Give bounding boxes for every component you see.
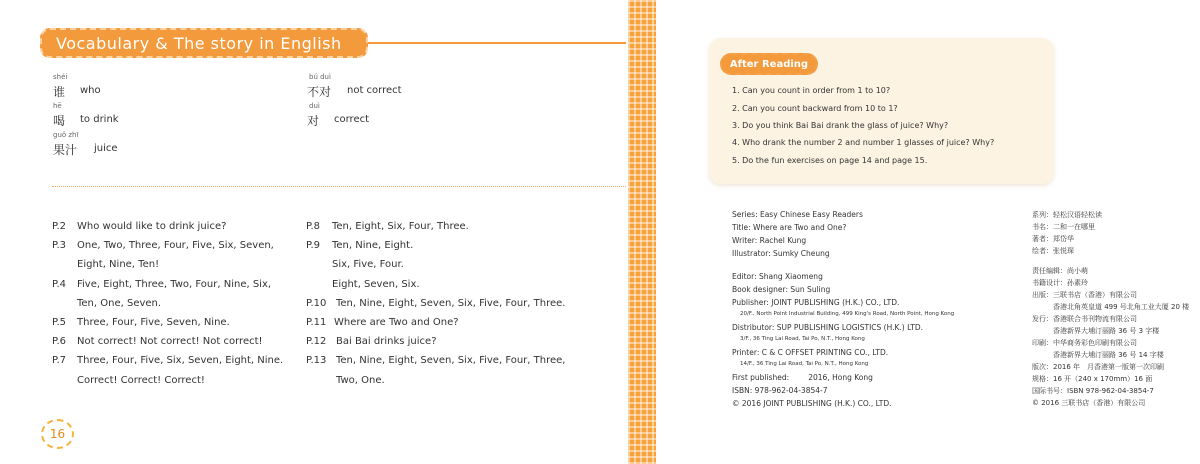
credit-line: Illustrator: Sumky Cheung: [732, 249, 830, 258]
credit-line: Series: Easy Chinese Easy Readers: [732, 210, 863, 219]
credit-zh-line: 书名：二和一在哪里: [1032, 223, 1095, 231]
credit-zh-line: 著者：郑岱华: [1032, 235, 1074, 243]
vocab-pinyin: guǒ zhī: [53, 131, 79, 139]
page-number: 16: [41, 419, 74, 449]
credit-zh-line: 责任编辑：尚小萌: [1032, 267, 1088, 275]
story-page-ref: P.6: [52, 336, 67, 347]
story-page-ref: P.10: [306, 298, 327, 309]
story-line: [52, 355, 283, 366]
vocab-english: to drink: [80, 114, 119, 125]
story-line: [52, 240, 274, 251]
credit-line: Editor: Shang Xiaomeng: [732, 272, 823, 281]
story-text: Ten, Nine, Eight.: [332, 240, 414, 251]
right-page: [656, 0, 1200, 464]
credit-address: 3/F., 36 Ting Lai Road, Tai Po, N.T., Hong Kong: [740, 336, 865, 342]
vocab-hanzi: 果汁: [53, 143, 78, 157]
credit-zh-line: 国际书号：ISBN 978-962-04-3854-7: [1032, 387, 1154, 395]
story-text: Who would like to drink juice?: [77, 221, 227, 232]
question: 5. Do the fun exercises on page 14 and page 15.: [732, 156, 928, 165]
vocab-hanzi: 谁: [53, 85, 66, 99]
question: 4. Who drank the number 2 and number 1 glasses of juice? Why?: [732, 138, 995, 147]
vocab-hanzi: 喝: [53, 114, 66, 128]
title-rule: [368, 42, 626, 44]
after-reading-label: After Reading: [720, 53, 818, 75]
story-line: [306, 298, 565, 309]
story-line: [306, 279, 420, 290]
story-line: [52, 375, 205, 386]
credit-zh-line: © 2016 三联书店（香港）有限公司: [1032, 399, 1146, 407]
story-text: Not correct! Not correct! Not correct!: [77, 336, 263, 347]
story-text: Six, Five, Four.: [332, 259, 404, 270]
divider-dotted: [52, 186, 626, 187]
story-text: Five, Eight, Three, Two, Four, Nine, Six,: [77, 279, 272, 290]
credit-address: 20/F., North Point Industrial Building, 499 King's Road, North Point, Hong Kong: [740, 311, 955, 317]
credit-line: Distributor: SUP PUBLISHING LOGISTICS (H.K.) LTD.: [732, 323, 923, 332]
credit-zh-line: 香港新界大埔汀丽路 36 号 3 字楼: [1032, 327, 1160, 335]
story-page-ref: P.4: [52, 279, 67, 290]
story-text: Two, One.: [336, 375, 385, 386]
story-page-ref: P.8: [306, 221, 321, 232]
story-line: [52, 279, 271, 290]
story-text: Where are Two and One?: [334, 317, 459, 328]
question: 1. Can you count in order from 1 to 10?: [732, 86, 891, 95]
credit-zh-line: 香港新界大埔汀丽路 36 号 14 字楼: [1032, 351, 1164, 359]
story-text: Ten, Eight, Six, Four, Three.: [332, 221, 469, 232]
story-line: [52, 298, 161, 309]
story-text: Three, Four, Five, Seven, Nine.: [77, 317, 230, 328]
question: 3. Do you think Bai Bai drank the glass of juice? Why?: [732, 121, 949, 130]
story-text: Bai Bai drinks juice?: [336, 336, 437, 347]
vocab-english: juice: [94, 143, 118, 154]
story-page-ref: P.9: [306, 240, 321, 251]
credit-zh-line: 版次：2016 年 月香港第一版第一次印刷: [1032, 363, 1165, 371]
credit-line: Writer: Rachel Kung: [732, 236, 807, 245]
credit-line: Publisher: JOINT PUBLISHING (H.K.) CO., LTD.: [732, 298, 900, 307]
credit-zh-line: 香港北角英皇道 499 号北角工业大厦 20 楼: [1032, 303, 1190, 311]
credit-line: First published: 2016, Hong Kong: [732, 373, 873, 382]
book-spine-pattern: [628, 0, 656, 464]
section-title-banner: [40, 28, 368, 58]
story-text: One, Two, Three, Four, Five, Six, Seven,: [77, 240, 274, 251]
credit-line: Book designer: Sun Suling: [732, 285, 831, 294]
story-line: [306, 259, 404, 270]
story-line: [52, 221, 226, 232]
question: 2. Can you count backward from 10 to 1?: [732, 104, 898, 113]
story-line: [306, 355, 565, 366]
story-text: Correct! Correct! Correct!: [77, 375, 205, 386]
story-text: Ten, Nine, Eight, Seven, Six, Five, Four, Three.: [336, 298, 566, 309]
vocab-pinyin: bú duì: [309, 73, 331, 81]
credit-zh-line: 发行：香港联合书刊物流有限公司: [1032, 315, 1137, 323]
story-page-ref: P.7: [52, 355, 67, 366]
credit-zh-line: 出版：三联书店（香港）有限公司: [1032, 291, 1137, 299]
credit-line: ISBN: 978-962-04-3854-7: [732, 386, 828, 395]
story-page-ref: P.11: [306, 317, 327, 328]
story-line: [306, 317, 459, 328]
story-text: Eight, Seven, Six.: [332, 279, 420, 290]
story-text: Eight, Nine, Ten!: [77, 259, 160, 270]
vocab-pinyin: hē: [53, 102, 62, 110]
story-page-ref: P.13: [306, 355, 327, 366]
story-line: [52, 259, 159, 270]
vocab-hanzi: 对: [307, 114, 320, 128]
story-line: [306, 336, 437, 347]
credit-zh-line: 绘者：张悦琛: [1032, 247, 1074, 255]
credit-address: 14/F., 36 Ting Lai Road, Tai Po, N.T., Hong Kong: [740, 361, 869, 367]
credit-line: © 2016 JOINT PUBLISHING (H.K.) CO., LTD.: [732, 399, 892, 408]
story-line: [52, 336, 263, 347]
story-text: Ten, One, Seven.: [77, 298, 162, 309]
story-line: [52, 317, 230, 328]
story-text: Ten, Nine, Eight, Seven, Six, Five, Four, Three,: [336, 355, 566, 366]
credit-zh-line: 书籍设计：孙素玲: [1032, 279, 1088, 287]
credit-line: Printer: C & C OFFSET PRINTING CO., LTD.: [732, 348, 889, 357]
vocab-english: who: [80, 85, 101, 96]
story-page-ref: P.5: [52, 317, 67, 328]
credit-zh-line: 规格：16 开（240 x 170mm）16 面: [1032, 375, 1153, 383]
vocab-pinyin: duì: [309, 102, 320, 110]
section-title: Vocabulary & The story in English: [56, 33, 342, 53]
vocab-english: correct: [334, 114, 370, 125]
credit-line: Title: Where are Two and One?: [732, 223, 847, 232]
story-line: [306, 375, 385, 386]
credit-zh-line: 系列：轻松汉语轻松读: [1032, 211, 1102, 219]
vocab-hanzi: 不对: [307, 85, 332, 99]
story-line: [306, 240, 413, 251]
story-page-ref: P.2: [52, 221, 67, 232]
story-text: Three, Four, Five, Six, Seven, Eight, Nine.: [77, 355, 284, 366]
story-page-ref: P.12: [306, 336, 327, 347]
story-page-ref: P.3: [52, 240, 67, 251]
story-line: [306, 221, 469, 232]
vocab-pinyin: shéi: [53, 73, 68, 81]
credit-zh-line: 印刷：中华商务彩色印刷有限公司: [1032, 339, 1137, 347]
vocab-english: not correct: [347, 85, 402, 96]
